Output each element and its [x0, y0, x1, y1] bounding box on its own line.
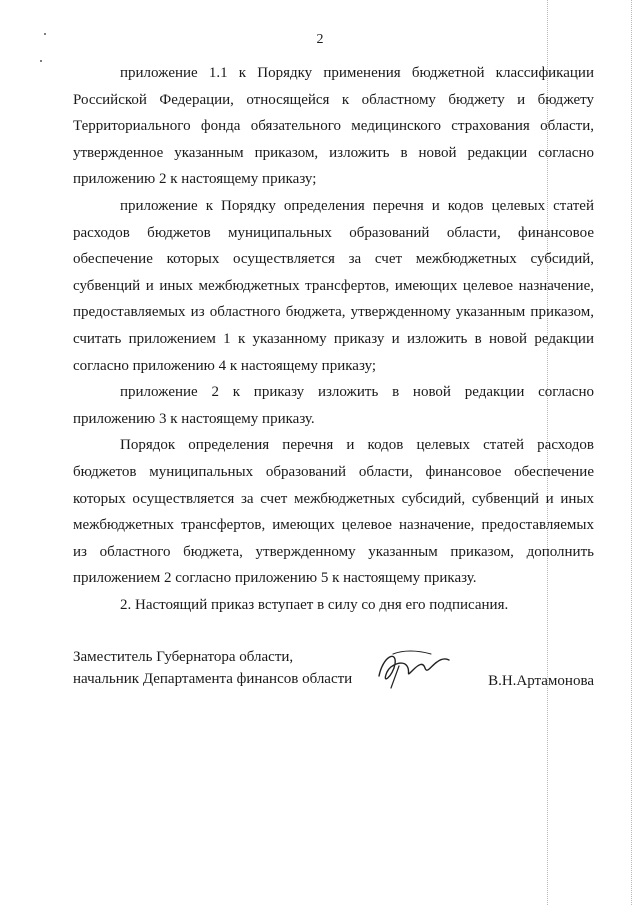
handwritten-signature [373, 646, 453, 690]
scan-speck [40, 60, 42, 62]
paragraph: приложение 2 к приказу изложить в новой редакции согласно приложению 3 к настоящему приказу. [73, 384, 594, 427]
signatory-name: В.Н.Артамонова [488, 673, 594, 689]
document-body [73, 60, 594, 618]
page-number: 2 [316, 32, 324, 47]
paragraph: 2. Настоящий приказ вступает в силу со дня его подписания. [120, 596, 509, 613]
paragraph: Порядок определения перечня и кодов целевых статей расходов бюджетов муниципальных образований области, финансовое обеспечение которых осуществляется за счет межбюджетных субсидий, субвенций и иных межбюджетных трансфертов, имеющих целевое назначение, предоставляемых из областного бюджета, утвержденному указанным приказом, дополнить приложением 2 согласно приложению 5 к настоящему приказу. [73, 437, 594, 587]
paragraph: приложение 1.1 к Порядку применения бюджетной классификации Российской Федерации, относящейся к областному бюджету и бюджету Территориального фонда обязательного медицинского страхования области, утвержденное указанным приказом, изложить в новой редакции согласно приложению 2 к настоящему приказу; [73, 65, 594, 188]
signature-block [73, 646, 594, 690]
scan-artifact-line [631, 0, 632, 905]
signatory-department: начальник Департамента финансов области [73, 671, 353, 687]
paragraph: приложение к Порядку определения перечня и кодов целевых статей расходов бюджетов муниципальных образований области, финансовое обеспечение которых осуществляется за счет межбюджетных субсидий, субвенций и иных межбюджетных трансфертов, имеющих целевое назначение, предоставляемых из областного бюджета, утвержденному указанным приказом, считать приложением 1 к указанному приказу и изложить в новой редакции согласно приложению 4 к настоящему приказу; [73, 197, 594, 374]
signatory-position: Заместитель Губернатора области, [73, 649, 294, 665]
